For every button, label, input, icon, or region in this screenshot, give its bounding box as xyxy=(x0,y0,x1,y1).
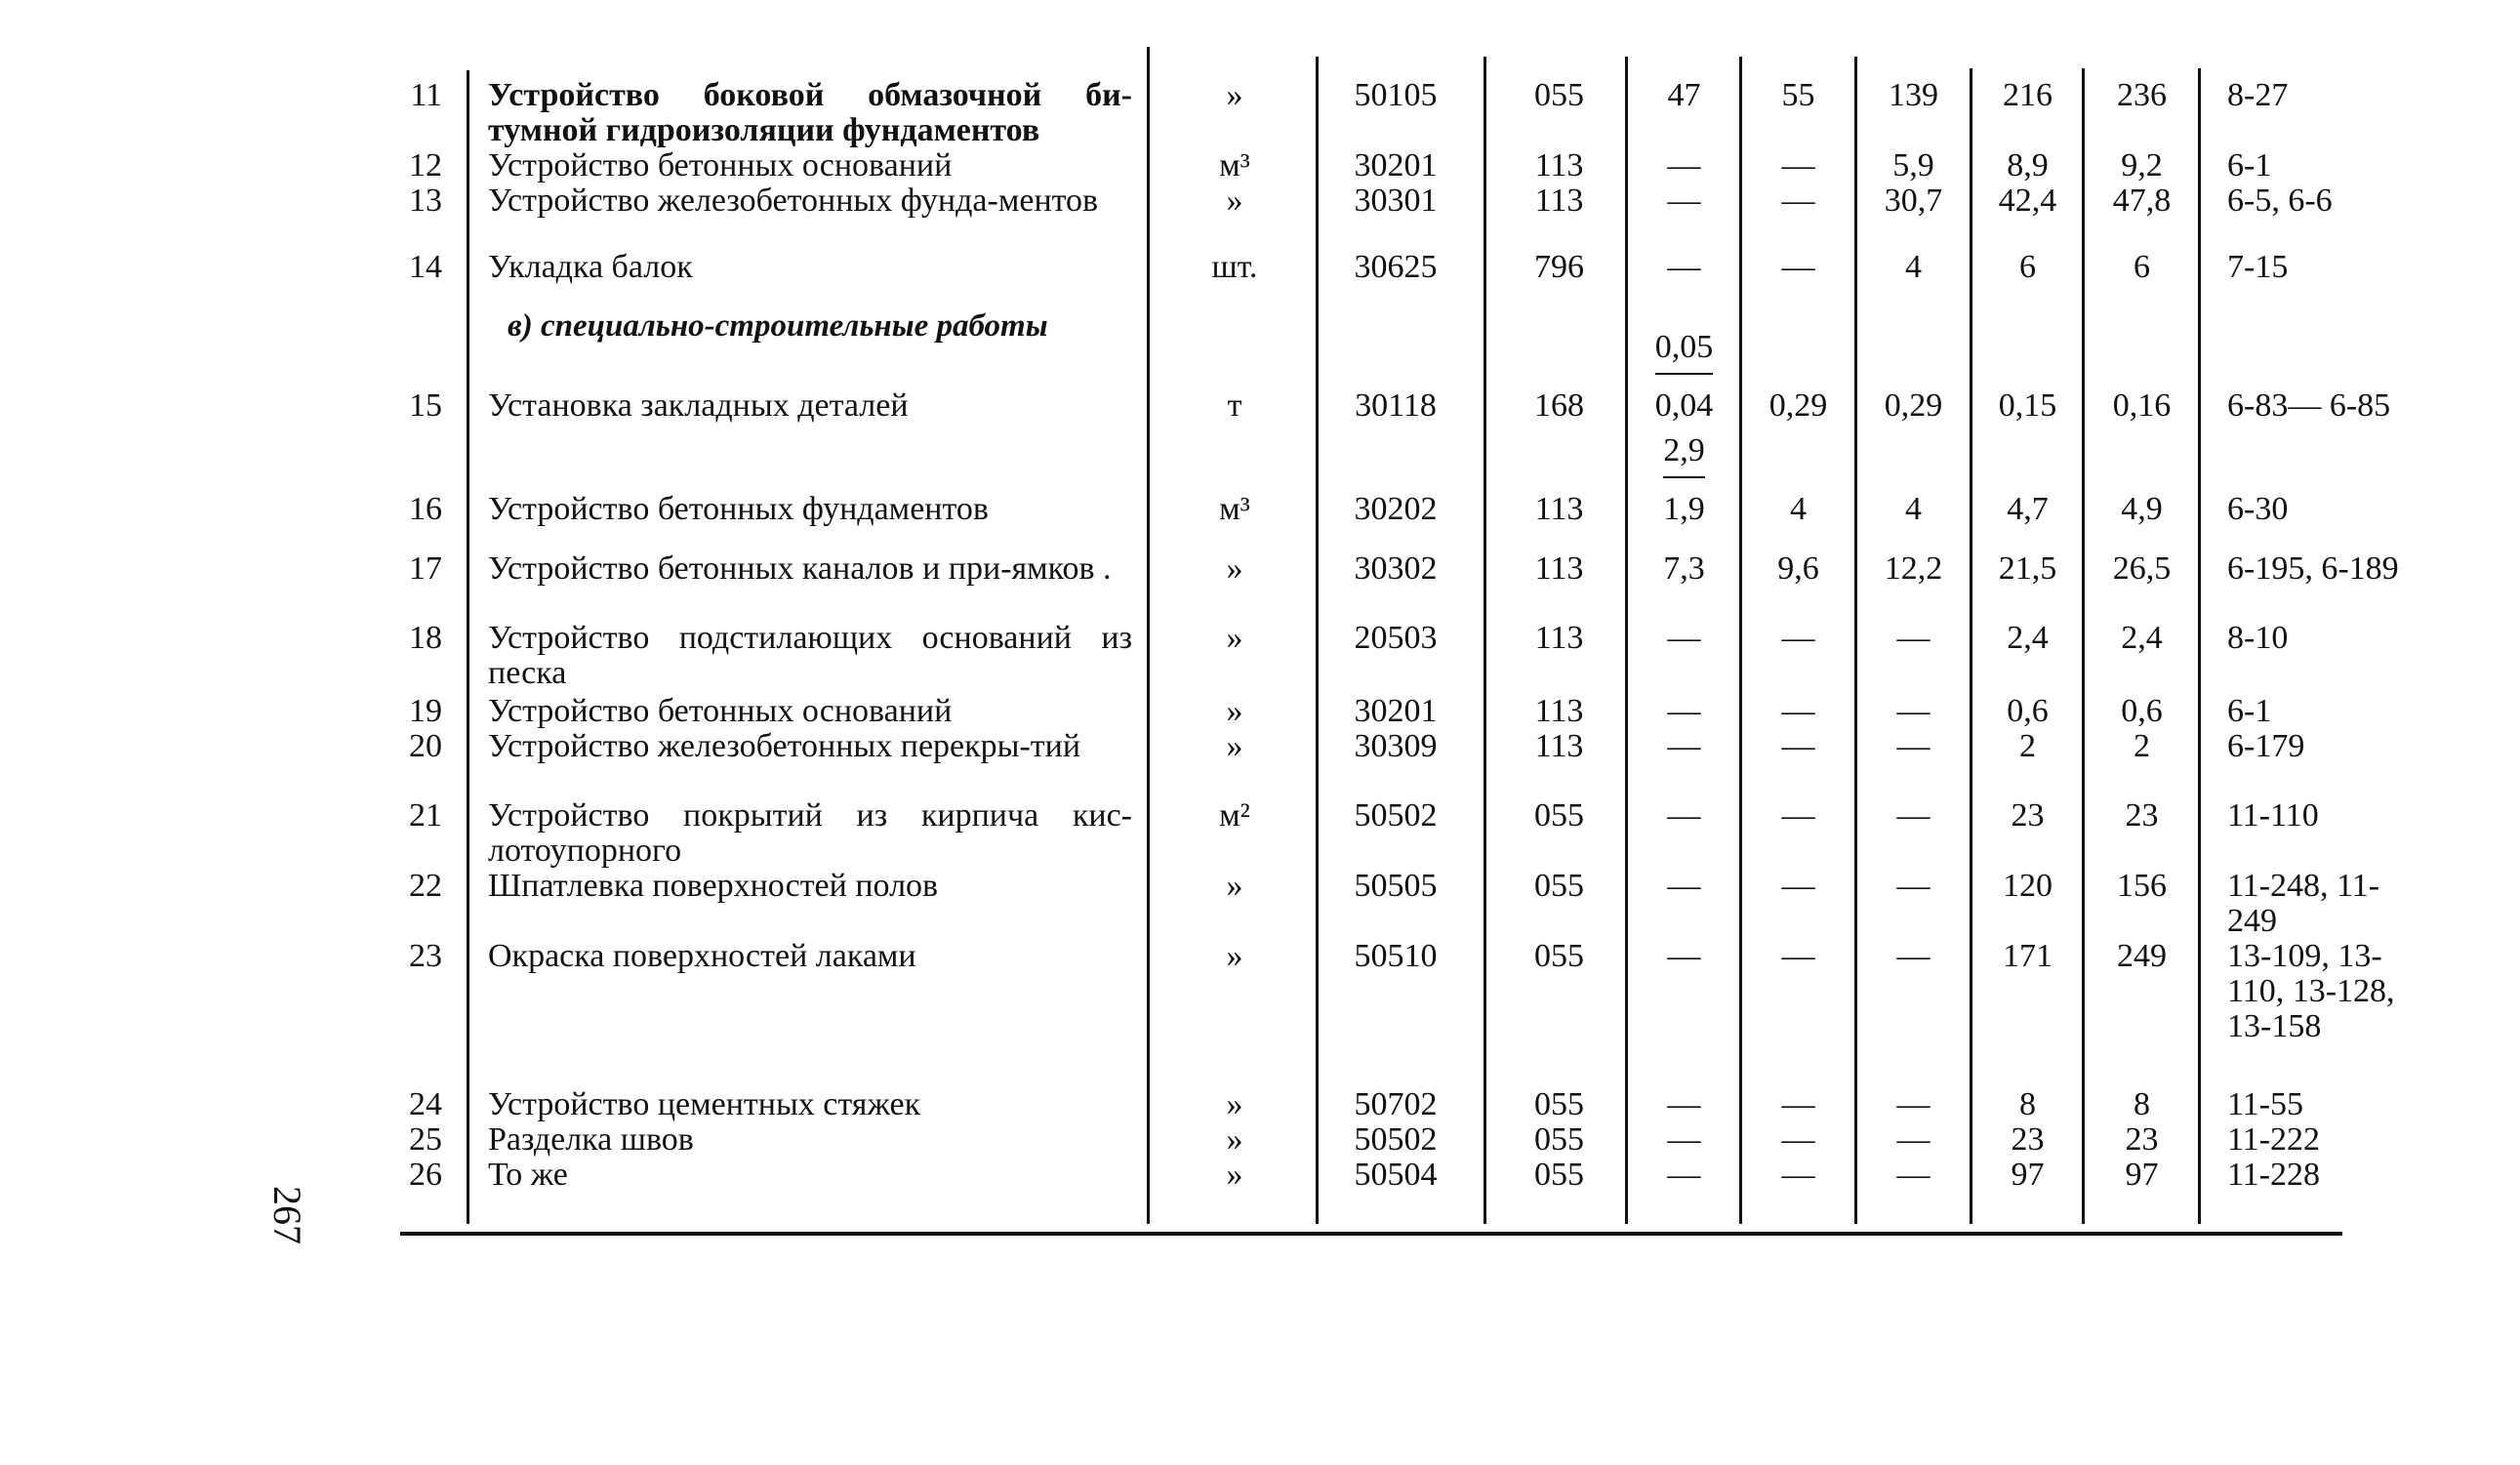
value-4: 6 xyxy=(2019,249,2036,285)
reference: 11-222 xyxy=(2227,1121,2321,1158)
reference: 6-1 xyxy=(2227,147,2272,183)
unit: м³ xyxy=(1219,147,1250,183)
unit: м³ xyxy=(1219,491,1250,527)
value-2: — xyxy=(1781,1121,1815,1158)
reference: 6-179 xyxy=(2227,728,2305,764)
value-4: 0,15 xyxy=(1998,387,2057,424)
value-3: 5,9 xyxy=(1892,147,1934,183)
value-4: 21,5 xyxy=(1998,550,2057,587)
unit-code: 055 xyxy=(1534,797,1584,834)
value-4: 0,6 xyxy=(2007,693,2049,729)
column-rule xyxy=(467,70,469,1224)
code: 30625 xyxy=(1354,249,1438,285)
reference: 6-195, 6-189 xyxy=(2227,550,2399,587)
fraction-denominator: 1,9 xyxy=(1663,491,1705,527)
value-4: 23 xyxy=(2011,1121,2045,1158)
code: 30118 xyxy=(1355,387,1437,424)
unit: » xyxy=(1226,1157,1243,1193)
unit-code: 055 xyxy=(1534,77,1584,113)
value-2: — xyxy=(1781,183,1815,219)
fraction xyxy=(1655,330,1714,424)
value-3: 4 xyxy=(1905,249,1922,285)
row-number: 20 xyxy=(409,728,442,764)
row-number: 16 xyxy=(409,491,442,527)
value-2: — xyxy=(1781,938,1815,974)
unit-code: 796 xyxy=(1534,249,1584,285)
work-name: Разделка швов xyxy=(488,1121,694,1158)
value-5: 9,2 xyxy=(2121,147,2163,183)
work-name: Установка закладных деталей xyxy=(488,387,909,424)
value-2: — xyxy=(1781,249,1815,285)
code: 50504 xyxy=(1354,1157,1438,1193)
row-number: 15 xyxy=(409,387,442,424)
code: 50510 xyxy=(1354,938,1438,974)
code: 30201 xyxy=(1354,693,1438,729)
row-number: 25 xyxy=(409,1121,442,1158)
value-5: 97 xyxy=(2125,1157,2159,1193)
row-number: 23 xyxy=(409,938,442,974)
value-2: — xyxy=(1781,147,1815,183)
reference: 11-248, 11-249 xyxy=(2227,868,2380,939)
page-number: 267 xyxy=(265,1186,309,1244)
value-3: — xyxy=(1896,868,1931,904)
work-name: Устройство покрытий из кирпича кис-лотоупорного xyxy=(488,797,1132,869)
unit-code: 055 xyxy=(1534,1086,1584,1122)
work-name: Устройство железобетонных перекры-тий xyxy=(488,728,1081,764)
value-5: 2,4 xyxy=(2121,620,2163,656)
reference: 6-83— 6-85 xyxy=(2227,387,2391,424)
value-5: 0,16 xyxy=(2112,387,2172,424)
value-3: — xyxy=(1896,693,1931,729)
row-number: 24 xyxy=(409,1086,442,1122)
work-name: Устройство боковой обмазочной би-тумной гидроизоляции фундаментов xyxy=(488,77,1132,148)
value-5: 47,8 xyxy=(2112,183,2172,219)
value-3: 0,29 xyxy=(1884,387,1943,424)
value-5: 8 xyxy=(2134,1086,2150,1122)
value-3: — xyxy=(1896,1121,1931,1158)
unit: » xyxy=(1226,620,1243,656)
value-1: — xyxy=(1667,797,1701,834)
row-number: 11 xyxy=(410,77,442,113)
code: 30309 xyxy=(1354,728,1438,764)
unit: » xyxy=(1226,550,1243,587)
value-5: 26,5 xyxy=(2112,550,2172,587)
value-1: — xyxy=(1667,183,1701,219)
unit: шт. xyxy=(1211,249,1258,285)
value-3: 30,7 xyxy=(1884,183,1943,219)
work-name: Окраска поверхностей лаками xyxy=(488,938,916,974)
value-4: 8,9 xyxy=(2007,147,2049,183)
row-number: 26 xyxy=(409,1157,442,1193)
value-4: 171 xyxy=(2003,938,2053,974)
row-number: 19 xyxy=(409,693,442,729)
unit: » xyxy=(1226,183,1243,219)
unit: » xyxy=(1226,1121,1243,1158)
value-5: 0,6 xyxy=(2121,693,2163,729)
unit: » xyxy=(1226,77,1243,113)
value-3: — xyxy=(1896,728,1931,764)
fraction xyxy=(1663,433,1705,527)
work-name: Устройство железобетонных фунда-ментов xyxy=(488,183,1099,219)
reference: 7-15 xyxy=(2227,249,2289,285)
value-4: 8 xyxy=(2019,1086,2036,1122)
unit-code: 113 xyxy=(1534,550,1584,587)
reference: 8-10 xyxy=(2227,620,2289,656)
unit-code: 113 xyxy=(1534,693,1584,729)
value-5: 249 xyxy=(2117,938,2167,974)
value-2: — xyxy=(1781,868,1815,904)
reference: 6-1 xyxy=(2227,693,2272,729)
unit-code: 113 xyxy=(1534,491,1584,527)
work-name: Укладка балок xyxy=(488,249,693,285)
value-5: 2 xyxy=(2134,728,2150,764)
value-1: — xyxy=(1667,938,1701,974)
value-4: 120 xyxy=(2003,868,2053,904)
value-fraction xyxy=(1628,330,1740,424)
section-title: в) специально-строительные работы xyxy=(508,308,1048,344)
value-5: 6 xyxy=(2134,249,2150,285)
unit: » xyxy=(1226,868,1243,904)
row-number: 14 xyxy=(409,249,442,285)
work-name: Устройство бетонных оснований xyxy=(488,693,953,729)
value-3: — xyxy=(1896,1157,1931,1193)
value-3: — xyxy=(1896,620,1931,656)
value-5: 156 xyxy=(2117,868,2167,904)
reference: 11-110 xyxy=(2227,797,2319,834)
code: 50702 xyxy=(1354,1086,1438,1122)
value-1: — xyxy=(1667,1086,1701,1122)
code: 50502 xyxy=(1354,797,1438,834)
value-4: 2,4 xyxy=(2007,620,2049,656)
value-2: 4 xyxy=(1790,491,1807,527)
value-2: 9,6 xyxy=(1777,550,1819,587)
value-2: — xyxy=(1781,1086,1815,1122)
work-name: Устройство бетонных каналов и при-ямков . xyxy=(488,550,1112,587)
value-1: — xyxy=(1667,1157,1701,1193)
work-name: Устройство подстилающих оснований из песка xyxy=(488,620,1132,691)
reference: 11-228 xyxy=(2227,1157,2321,1193)
code: 50502 xyxy=(1354,1121,1438,1158)
value-4: 97 xyxy=(2011,1157,2045,1193)
value-1: 7,3 xyxy=(1663,550,1705,587)
unit-code: 168 xyxy=(1534,387,1584,424)
value-1: — xyxy=(1667,693,1701,729)
code: 30302 xyxy=(1354,550,1438,587)
value-4: 42,4 xyxy=(1998,183,2057,219)
value-4: 23 xyxy=(2011,797,2045,834)
reference: 6-30 xyxy=(2227,491,2289,527)
column-rule xyxy=(2198,68,2201,1224)
value-2: 55 xyxy=(1781,77,1815,113)
fraction-denominator: 0,04 xyxy=(1654,387,1714,424)
code: 30301 xyxy=(1354,183,1438,219)
code: 30201 xyxy=(1354,147,1438,183)
reference: 13-109, 13-110, 13-128, 13-158 xyxy=(2227,938,2395,1044)
value-4: 4,7 xyxy=(2007,491,2049,527)
code: 50505 xyxy=(1354,868,1438,904)
value-2: — xyxy=(1781,620,1815,656)
unit: » xyxy=(1226,728,1243,764)
value-3: — xyxy=(1896,1086,1931,1122)
value-4: 2 xyxy=(2019,728,2036,764)
work-name: Устройство бетонных фундаментов xyxy=(488,491,989,527)
value-1: 47 xyxy=(1667,77,1701,113)
value-1: — xyxy=(1667,868,1701,904)
unit-code: 113 xyxy=(1534,728,1584,764)
row-number: 22 xyxy=(409,868,442,904)
row-number: 13 xyxy=(409,183,442,219)
unit-code: 113 xyxy=(1534,147,1584,183)
unit-code: 055 xyxy=(1534,1121,1584,1158)
value-1: — xyxy=(1667,1121,1701,1158)
reference: 6-5, 6-6 xyxy=(2227,183,2333,219)
value-3: 12,2 xyxy=(1884,550,1943,587)
value-3: 4 xyxy=(1905,491,1922,527)
unit: » xyxy=(1226,938,1243,974)
value-2: — xyxy=(1781,728,1815,764)
unit-code: 055 xyxy=(1534,868,1584,904)
row-number: 17 xyxy=(409,550,442,587)
value-3: — xyxy=(1896,938,1931,974)
reference: 8-27 xyxy=(2227,77,2289,113)
value-5: 236 xyxy=(2117,77,2167,113)
work-name: Устройство цементных стяжек xyxy=(488,1086,921,1122)
value-1: — xyxy=(1667,728,1701,764)
column-rule xyxy=(1147,47,1150,1224)
unit: » xyxy=(1226,1086,1243,1122)
code: 20503 xyxy=(1354,620,1438,656)
code: 30202 xyxy=(1354,491,1438,527)
work-name: То же xyxy=(488,1157,568,1193)
work-name: Устройство бетонных оснований xyxy=(488,147,953,183)
value-2: — xyxy=(1781,1157,1815,1193)
value-1: — xyxy=(1667,249,1701,285)
code: 50105 xyxy=(1354,77,1438,113)
work-name: Шпатлевка поверхностей полов xyxy=(488,868,939,904)
value-1: — xyxy=(1667,620,1701,656)
value-3: 139 xyxy=(1889,77,1938,113)
unit: т xyxy=(1227,387,1242,424)
unit-code: 113 xyxy=(1534,183,1584,219)
value-4: 216 xyxy=(2003,77,2053,113)
value-5: 23 xyxy=(2125,1121,2159,1158)
bottom-rule xyxy=(400,1232,2342,1236)
row-number: 21 xyxy=(409,797,442,834)
value-5: 23 xyxy=(2125,797,2159,834)
value-2: 0,29 xyxy=(1768,387,1828,424)
value-2: — xyxy=(1781,797,1815,834)
value-fraction xyxy=(1628,433,1740,527)
value-3: — xyxy=(1896,797,1931,834)
row-number: 18 xyxy=(409,620,442,656)
fraction-numerator: 2,9 xyxy=(1663,433,1705,478)
value-1: — xyxy=(1667,147,1701,183)
fraction-numerator: 0,05 xyxy=(1655,330,1714,375)
value-5: 4,9 xyxy=(2121,491,2163,527)
reference: 11-55 xyxy=(2227,1086,2304,1122)
row-number: 12 xyxy=(409,147,442,183)
unit-code: 055 xyxy=(1534,938,1584,974)
unit: » xyxy=(1226,693,1243,729)
value-2: — xyxy=(1781,693,1815,729)
unit-code: 055 xyxy=(1534,1157,1584,1193)
unit: м² xyxy=(1219,797,1250,834)
unit-code: 113 xyxy=(1534,620,1584,656)
